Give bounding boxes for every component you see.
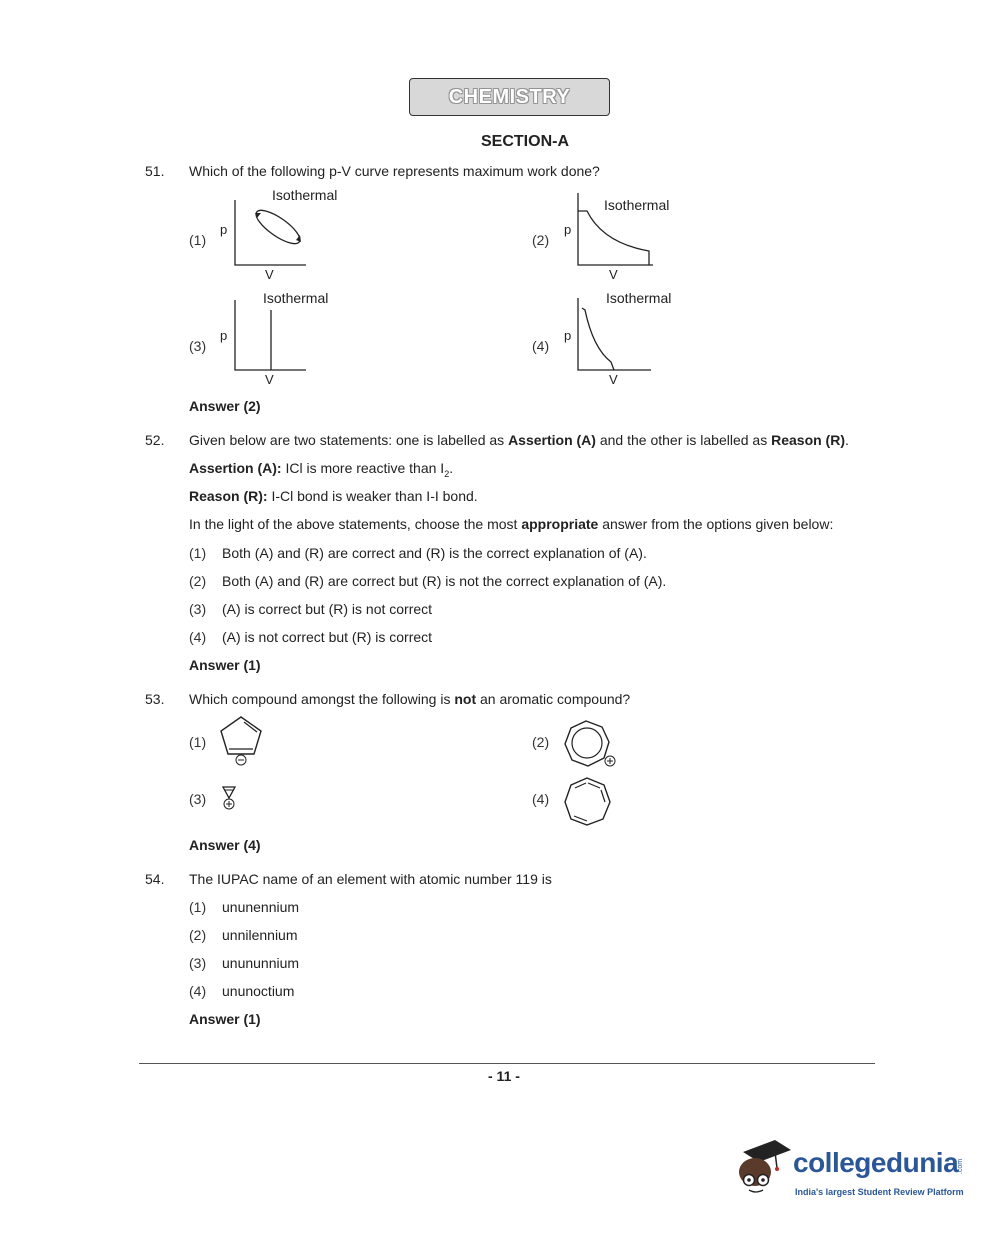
q53-number: 53. <box>145 691 165 707</box>
q51-graph-2 <box>573 193 658 268</box>
q51-graph-3 <box>230 300 310 372</box>
q51-graph-2-axes <box>578 193 653 265</box>
q51-option-1-p: p <box>220 222 228 237</box>
footer-divider <box>139 1063 875 1064</box>
q51-text: Which of the following p-V curve represents maximum work done? <box>189 163 600 179</box>
q54-option-1-text: ununennium <box>222 899 300 915</box>
q51-option-4-v: V <box>609 372 618 387</box>
q51-option-2-number: (2) <box>532 232 550 248</box>
q51-graph-4 <box>573 298 658 372</box>
q53-option-4-number: (4) <box>532 791 550 807</box>
q54-option-1-number: (1) <box>189 899 207 915</box>
q52-option-3-text: (A) is correct but (R) is not correct <box>222 601 433 617</box>
q52-assertion: Assertion (A): ICl is more reactive than $I_2$. <box>189 460 454 479</box>
q53-tropylium-cation <box>562 718 618 770</box>
subject-header <box>409 78 610 116</box>
q51-option-2-label: Isothermal <box>604 197 670 213</box>
q52-number: 52. <box>145 432 165 448</box>
q53-answer: Answer (4) <box>189 837 261 853</box>
q53-option-3-number: (3) <box>189 791 207 807</box>
q51-option-3-number: (3) <box>189 338 207 354</box>
q51-option-4-p: p <box>564 328 572 343</box>
q51-option-2-v: V <box>609 267 618 282</box>
q52-option-1-text: Both (A) and (R) are correct and (R) is the correct explanation of (A). <box>222 545 647 561</box>
q51-option-4-number: (4) <box>532 338 550 354</box>
q54-answer: Answer (1) <box>189 1011 261 1027</box>
q52-option-4-number: (4) <box>189 629 207 645</box>
q51-option-1-v: V <box>265 267 274 282</box>
collegedunia-mascot-icon <box>735 1138 793 1200</box>
q52-option-2-text: Both (A) and (R) are correct but (R) is not the correct explanation of (A). <box>222 573 667 589</box>
q52-prompt: In the light of the above statements, choose the most appropriate answer from the options given below: <box>189 516 834 532</box>
q51-option-3-label: Isothermal <box>263 290 329 306</box>
q51-graph-1 <box>230 200 310 270</box>
subject-title: CHEMISTRY <box>448 85 571 108</box>
q51-graph-2-curve <box>578 211 649 265</box>
q51-graph-4-curve <box>582 308 614 370</box>
q52-reason: Reason (R): I-Cl bond is weaker than I-I bond. <box>189 488 478 504</box>
q54-option-4-number: (4) <box>189 983 207 999</box>
q51-option-1-label: Isothermal <box>272 187 338 203</box>
q51-option-1-number: (1) <box>189 232 207 248</box>
q52-answer: Answer (1) <box>189 657 261 673</box>
q54-option-4-text: ununoctium <box>222 983 295 999</box>
q54-option-3-number: (3) <box>189 955 207 971</box>
q51-answer: Answer (2) <box>189 398 261 414</box>
q51-option-2-p: p <box>564 222 572 237</box>
page-number: - 11 - <box>488 1068 520 1084</box>
q52-option-1-number: (1) <box>189 545 207 561</box>
q51-option-4-label: Isothermal <box>606 290 672 306</box>
q54-number: 54. <box>145 871 165 887</box>
q53-option-1-number: (1) <box>189 734 207 750</box>
q53-cycloheptatriene <box>562 775 616 829</box>
q53-text: Which compound amongst the following is not an aromatic compound? <box>189 691 631 707</box>
q51-graph-4-axes <box>578 298 651 370</box>
q53-option-2-number: (2) <box>532 734 550 750</box>
q54-option-2-number: (2) <box>189 927 207 943</box>
q53-cyclopropenyl-cation <box>220 783 240 811</box>
q51-number: 51. <box>145 163 165 179</box>
logo-tagline: India's largest Student Review Platform <box>795 1187 964 1197</box>
q51-option-3-p: p <box>220 328 228 343</box>
q52-option-2-number: (2) <box>189 573 207 589</box>
q53-cyclopentadienyl-anion <box>218 714 266 769</box>
q52-text: Given below are two statements: one is labelled as Assertion (A) and the other is labelled as Reason (R). <box>189 432 849 448</box>
q54-option-2-text: unnilennium <box>222 927 298 943</box>
section-title: SECTION-A <box>481 133 569 150</box>
q54-text: The IUPAC name of an element with atomic number 119 is <box>189 871 552 887</box>
logo-domain: .com <box>957 1158 965 1175</box>
q51-graph-1-cycle <box>252 205 305 250</box>
q52-option-3-number: (3) <box>189 601 207 617</box>
q52-option-4-text: (A) is not correct but (R) is correct <box>222 629 433 645</box>
q51-option-3-v: V <box>265 372 274 387</box>
logo-name: collegedunia <box>793 1147 959 1178</box>
q54-option-3-text: unununnium <box>222 955 300 971</box>
